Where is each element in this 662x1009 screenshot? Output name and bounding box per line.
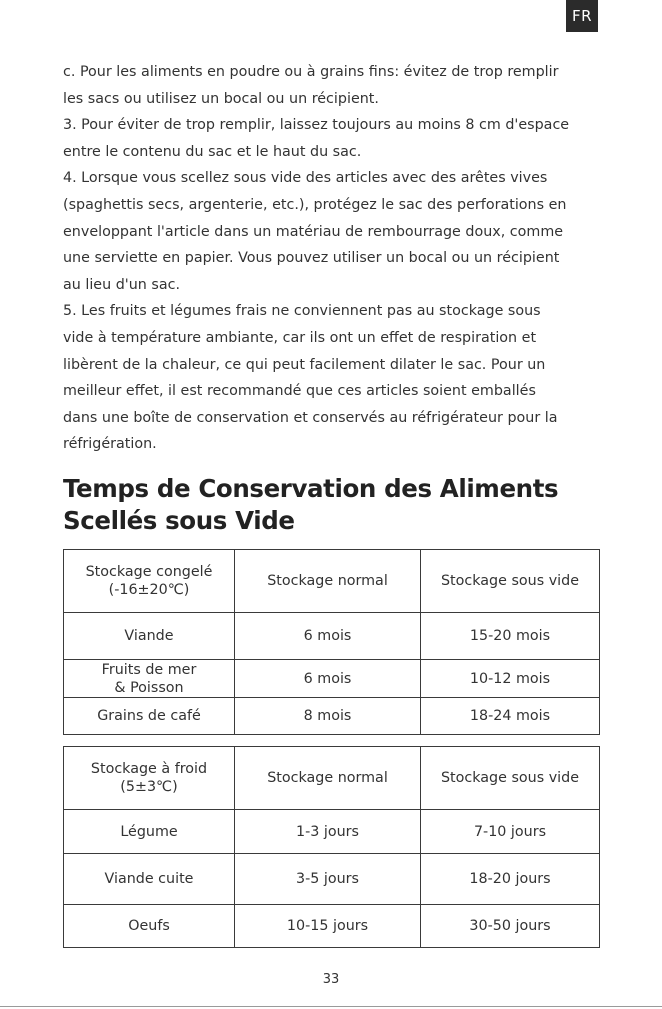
normal-duration-cell: 8 mois	[235, 698, 421, 735]
cold-storage-table	[63, 746, 600, 948]
paragraph-line: les sacs ou utilisez un bocal ou un récipient.	[63, 90, 379, 107]
paragraph-line: vide à température ambiante, car ils ont un effet de respiration et	[63, 329, 537, 346]
paragraph-line: libèrent de la chaleur, ce qui peut facilement dilater le sac. Pour un	[63, 356, 546, 373]
vacuum-duration-cell: 15-20 mois	[421, 613, 600, 660]
normal-duration-cell: 1-3 jours	[235, 810, 421, 854]
paragraph-line: une serviette en papier. Vous pouvez utiliser un bocal ou un récipient	[63, 250, 560, 267]
paragraph-line: entre le contenu du sac et le haut du sac.	[63, 143, 362, 160]
food-item-cell: Viande	[64, 613, 235, 660]
header-cell-normal-storage: Stockage normal	[235, 550, 421, 613]
table-row	[64, 905, 600, 948]
temperature-range: (5±3℃)	[120, 779, 178, 795]
table-row	[64, 810, 600, 854]
paragraph-line: 5. Les fruits et légumes frais ne conviennent pas au stockage sous	[63, 303, 541, 320]
vacuum-duration-cell: 18-20 jours	[421, 854, 600, 905]
heading-line-1: Temps de Conservation des Aliments	[63, 474, 559, 503]
heading-line-2: Scellés sous Vide	[63, 506, 295, 535]
paragraph-line: réfrigération.	[63, 436, 157, 453]
table-header-row	[64, 550, 600, 613]
vacuum-duration-cell: 18-24 mois	[421, 698, 600, 735]
table-row	[64, 698, 600, 735]
header-cell-vacuum-storage: Stockage sous vide	[421, 550, 600, 613]
normal-duration-cell: 10-15 jours	[235, 905, 421, 948]
food-item-line: & Poisson	[114, 679, 184, 696]
header-cell-normal-storage: Stockage normal	[235, 747, 421, 810]
table-row	[64, 660, 600, 698]
table-header-row	[64, 747, 600, 810]
header-label: Stockage congelé	[85, 564, 213, 580]
table-row	[64, 613, 600, 660]
paragraph-line: au lieu d'un sac.	[63, 276, 180, 293]
food-item-cell: Légume	[64, 810, 235, 854]
section-heading	[63, 473, 558, 537]
normal-duration-cell: 3-5 jours	[235, 854, 421, 905]
normal-duration-cell: 6 mois	[235, 660, 421, 698]
paragraph-line: dans une boîte de conservation et conservés au réfrigérateur pour la	[63, 409, 558, 426]
paragraph-line: 3. Pour éviter de trop remplir, laissez toujours au moins 8 cm d'espace	[63, 117, 570, 134]
header-cell-vacuum-storage: Stockage sous vide	[421, 747, 600, 810]
temperature-range: (-16±20℃)	[108, 582, 190, 598]
header-label: Stockage à froid	[90, 761, 208, 777]
frozen-storage-table	[63, 549, 600, 735]
food-item-line: Fruits de mer	[101, 661, 197, 678]
paragraph-line: meilleur effet, il est recommandé que ces articles soient emballés	[63, 383, 536, 400]
paragraph-line: enveloppant l'article dans un matériau de rembourrage doux, comme	[63, 223, 564, 240]
vacuum-duration-cell: 10-12 mois	[421, 660, 600, 698]
food-item-cell: Grains de café	[64, 698, 235, 735]
header-cell-frozen-storage	[64, 550, 235, 613]
vacuum-duration-cell: 7-10 jours	[421, 810, 600, 854]
food-item-cell: Viande cuite	[64, 854, 235, 905]
food-item-cell: Oeufs	[64, 905, 235, 948]
paragraph-line: (spaghettis secs, argenterie, etc.), protégez le sac des perforations en	[63, 196, 567, 213]
paragraph-line: 4. Lorsque vous scellez sous vide des articles avec des arêtes vives	[63, 170, 548, 187]
header-cell-cold-storage	[64, 747, 235, 810]
vacuum-duration-cell: 30-50 jours	[421, 905, 600, 948]
food-item-cell	[64, 660, 235, 698]
language-badge: FR	[566, 0, 598, 32]
instructions-paragraphs	[63, 59, 603, 458]
paragraph-line: c. Pour les aliments en poudre ou à grains fins: évitez de trop remplir	[63, 64, 559, 80]
normal-duration-cell: 6 mois	[235, 613, 421, 660]
page-number: 33	[322, 972, 340, 987]
bottom-divider	[0, 1006, 662, 1007]
table-row	[64, 854, 600, 905]
